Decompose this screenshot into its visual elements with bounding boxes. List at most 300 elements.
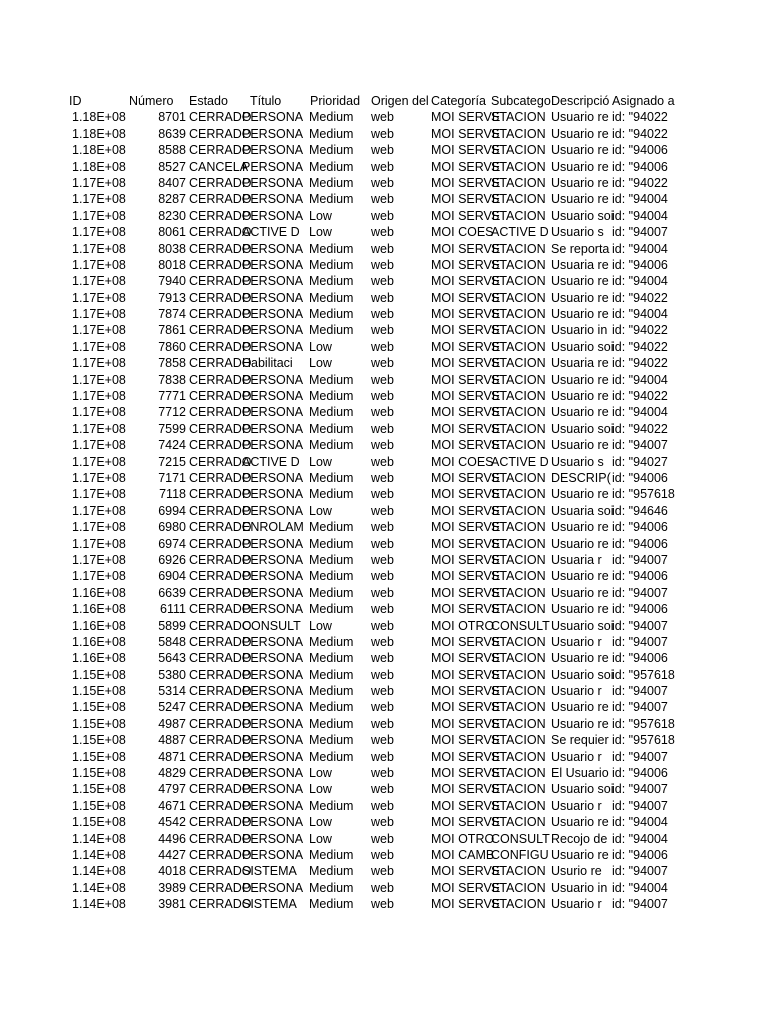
- cell-asignado[interactable]: id: "94006: [612, 569, 668, 584]
- cell-categoria[interactable]: MOI SERVE: [431, 569, 501, 584]
- cell-subcategoria[interactable]: STACION: [491, 651, 546, 666]
- cell-titulo[interactable]: PERSONA: [242, 749, 304, 764]
- cell-estado[interactable]: CERRADO: [189, 552, 252, 567]
- cell-categoria[interactable]: MOI SERVE: [431, 372, 501, 387]
- cell-estado[interactable]: CERRADO: [189, 421, 252, 436]
- cell-descripcion[interactable]: Usuario re: [551, 143, 609, 158]
- cell-asignado[interactable]: id: "94007: [612, 749, 668, 764]
- cell-asignado[interactable]: id: "94007: [612, 618, 668, 633]
- cell-numero[interactable]: 6639: [158, 585, 186, 600]
- cell-estado[interactable]: CERRADO: [189, 356, 252, 371]
- cell-subcategoria[interactable]: STACION: [491, 143, 546, 158]
- cell-estado[interactable]: CANCELA: [189, 159, 249, 174]
- cell-descripcion[interactable]: Usuaria re: [551, 356, 609, 371]
- cell-id[interactable]: 1.17E+08: [72, 503, 126, 518]
- cell-titulo[interactable]: PERSONA: [242, 143, 304, 158]
- cell-categoria[interactable]: MOI SERVE: [431, 421, 501, 436]
- cell-descripcion[interactable]: Usuario re: [551, 700, 609, 715]
- cell-subcategoria[interactable]: CONFIGU: [491, 847, 549, 862]
- cell-titulo[interactable]: PERSONA: [242, 815, 304, 830]
- cell-subcategoria[interactable]: STACION: [491, 487, 546, 502]
- cell-asignado[interactable]: id: "94004: [612, 372, 668, 387]
- cell-prioridad[interactable]: Medium: [309, 880, 354, 895]
- cell-descripcion[interactable]: Usuario re: [551, 520, 609, 535]
- cell-asignado[interactable]: id: "94006: [612, 602, 668, 617]
- cell-id[interactable]: 1.14E+08: [72, 847, 126, 862]
- cell-id[interactable]: 1.17E+08: [72, 421, 126, 436]
- cell-prioridad[interactable]: Medium: [309, 241, 354, 256]
- cell-estado[interactable]: CERRADO: [189, 667, 252, 682]
- cell-estado[interactable]: CERRADO: [189, 749, 252, 764]
- cell-asignado[interactable]: id: "94004: [612, 307, 668, 322]
- cell-descripcion[interactable]: Usuario re: [551, 602, 609, 617]
- cell-id[interactable]: 1.17E+08: [72, 536, 126, 551]
- cell-categoria[interactable]: MOI SERVE: [431, 110, 501, 125]
- cell-id[interactable]: 1.15E+08: [72, 667, 126, 682]
- cell-subcategoria[interactable]: STACION: [491, 159, 546, 174]
- cell-descripcion[interactable]: Usuario soi: [551, 667, 614, 682]
- cell-asignado[interactable]: id: "94007: [612, 225, 668, 240]
- cell-descripcion[interactable]: Usuario soi: [551, 339, 614, 354]
- cell-titulo[interactable]: SISTEMA: [242, 864, 297, 879]
- cell-titulo[interactable]: PERSONA: [242, 847, 304, 862]
- cell-origen[interactable]: web: [371, 487, 394, 502]
- cell-titulo[interactable]: PERSONA: [242, 290, 304, 305]
- cell-descripcion[interactable]: El Usuario: [551, 766, 609, 781]
- cell-descripcion[interactable]: Usuario re: [551, 405, 609, 420]
- cell-descripcion[interactable]: Usuario re: [551, 651, 609, 666]
- cell-subcategoria[interactable]: STACION: [491, 110, 546, 125]
- cell-estado[interactable]: CERRADO: [189, 651, 252, 666]
- cell-id[interactable]: 1.16E+08: [72, 585, 126, 600]
- cell-subcategoria[interactable]: STACION: [491, 569, 546, 584]
- cell-asignado[interactable]: id: "94006: [612, 536, 668, 551]
- cell-descripcion[interactable]: Usuario re: [551, 110, 609, 125]
- cell-subcategoria[interactable]: STACION: [491, 880, 546, 895]
- cell-origen[interactable]: web: [371, 241, 394, 256]
- cell-asignado[interactable]: id: "94007: [612, 897, 668, 912]
- cell-descripcion[interactable]: Usuario re: [551, 274, 609, 289]
- cell-prioridad[interactable]: Medium: [309, 798, 354, 813]
- cell-numero[interactable]: 7118: [159, 487, 186, 502]
- cell-asignado[interactable]: id: "94022: [612, 339, 668, 354]
- cell-estado[interactable]: CERRADO: [189, 831, 252, 846]
- cell-id[interactable]: 1.17E+08: [72, 307, 126, 322]
- cell-numero[interactable]: 7874: [158, 307, 186, 322]
- cell-origen[interactable]: web: [371, 552, 394, 567]
- cell-origen[interactable]: web: [371, 831, 394, 846]
- cell-numero[interactable]: 3989: [158, 880, 186, 895]
- cell-subcategoria[interactable]: STACION: [491, 389, 546, 404]
- header-categoria[interactable]: Categoría: [431, 94, 486, 108]
- cell-origen[interactable]: web: [371, 503, 394, 518]
- cell-categoria[interactable]: MOI SERVE: [431, 126, 501, 141]
- cell-prioridad[interactable]: Medium: [309, 897, 354, 912]
- cell-numero[interactable]: 4542: [158, 815, 186, 830]
- cell-asignado[interactable]: id: "957618: [612, 667, 675, 682]
- cell-categoria[interactable]: MOI SERVE: [431, 389, 501, 404]
- cell-descripcion[interactable]: DESCRIP(: [551, 470, 611, 485]
- cell-origen[interactable]: web: [371, 307, 394, 322]
- cell-subcategoria[interactable]: STACION: [491, 634, 546, 649]
- cell-descripcion[interactable]: Usuario s: [551, 454, 604, 469]
- cell-categoria[interactable]: MOI SERVE: [431, 634, 501, 649]
- cell-descripcion[interactable]: Usuario r: [551, 798, 602, 813]
- cell-titulo[interactable]: PERSONA: [242, 405, 304, 420]
- cell-prioridad[interactable]: Medium: [309, 716, 354, 731]
- cell-subcategoria[interactable]: STACION: [491, 864, 546, 879]
- cell-subcategoria[interactable]: STACION: [491, 749, 546, 764]
- cell-descripcion[interactable]: Usuario re: [551, 389, 609, 404]
- cell-numero[interactable]: 4671: [158, 798, 186, 813]
- cell-origen[interactable]: web: [371, 520, 394, 535]
- cell-numero[interactable]: 8701: [158, 110, 186, 125]
- cell-estado[interactable]: CERRADO: [189, 700, 252, 715]
- cell-id[interactable]: 1.17E+08: [72, 569, 126, 584]
- cell-asignado[interactable]: id: "957618: [612, 733, 675, 748]
- cell-titulo[interactable]: PERSONA: [242, 716, 304, 731]
- cell-origen[interactable]: web: [371, 421, 394, 436]
- header-prioridad[interactable]: Prioridad: [310, 94, 361, 108]
- cell-estado[interactable]: CERRADO: [189, 569, 252, 584]
- cell-id[interactable]: 1.17E+08: [72, 356, 126, 371]
- cell-id[interactable]: 1.14E+08: [72, 880, 126, 895]
- cell-titulo[interactable]: PERSONA: [242, 438, 304, 453]
- cell-estado[interactable]: CERRADO: [189, 372, 252, 387]
- cell-descripcion[interactable]: Usuario re: [551, 847, 609, 862]
- cell-categoria[interactable]: MOI SERVE: [431, 192, 501, 207]
- cell-asignado[interactable]: id: "94006: [612, 847, 668, 862]
- cell-id[interactable]: 1.15E+08: [72, 749, 126, 764]
- cell-numero[interactable]: 8230: [158, 208, 186, 223]
- cell-prioridad[interactable]: Medium: [309, 733, 354, 748]
- cell-categoria[interactable]: MOI SERVE: [431, 815, 501, 830]
- cell-estado[interactable]: CERRADO: [189, 339, 252, 354]
- cell-descripcion[interactable]: Usuaria re: [551, 257, 609, 272]
- cell-categoria[interactable]: MOI OTRO: [431, 618, 495, 633]
- cell-categoria[interactable]: MOI SERVE: [431, 864, 501, 879]
- cell-categoria[interactable]: MOI SERVE: [431, 257, 501, 272]
- cell-prioridad[interactable]: Medium: [309, 864, 354, 879]
- cell-estado[interactable]: CERRADO: [189, 290, 252, 305]
- cell-prioridad[interactable]: Low: [309, 454, 332, 469]
- cell-categoria[interactable]: MOI SERVE: [431, 503, 501, 518]
- cell-prioridad[interactable]: Medium: [309, 470, 354, 485]
- cell-id[interactable]: 1.15E+08: [72, 782, 126, 797]
- cell-origen[interactable]: web: [371, 897, 394, 912]
- cell-id[interactable]: 1.17E+08: [72, 405, 126, 420]
- cell-origen[interactable]: web: [371, 225, 394, 240]
- cell-estado[interactable]: CERRADO: [189, 847, 252, 862]
- cell-origen[interactable]: web: [371, 290, 394, 305]
- cell-origen[interactable]: web: [371, 782, 394, 797]
- cell-subcategoria[interactable]: ACTIVE D: [491, 454, 549, 469]
- cell-estado[interactable]: CERRADO: [189, 110, 252, 125]
- cell-asignado[interactable]: id: "94022: [612, 126, 668, 141]
- cell-id[interactable]: 1.17E+08: [72, 470, 126, 485]
- cell-asignado[interactable]: id: "94022: [612, 290, 668, 305]
- header-subcategoria[interactable]: Subcatego: [491, 94, 551, 108]
- cell-id[interactable]: 1.17E+08: [72, 372, 126, 387]
- cell-estado[interactable]: CERRADO: [189, 257, 252, 272]
- cell-titulo[interactable]: PERSONA: [242, 192, 304, 207]
- cell-categoria[interactable]: MOI SERVE: [431, 323, 501, 338]
- cell-prioridad[interactable]: Medium: [309, 192, 354, 207]
- cell-subcategoria[interactable]: STACION: [491, 405, 546, 420]
- cell-numero[interactable]: 8588: [158, 143, 186, 158]
- cell-estado[interactable]: CERRADO: [189, 602, 252, 617]
- cell-subcategoria[interactable]: STACION: [491, 716, 546, 731]
- cell-asignado[interactable]: id: "94006: [612, 470, 668, 485]
- cell-descripcion[interactable]: Usuario re: [551, 716, 609, 731]
- cell-subcategoria[interactable]: STACION: [491, 307, 546, 322]
- cell-origen[interactable]: web: [371, 372, 394, 387]
- cell-estado[interactable]: CERRADO: [189, 438, 252, 453]
- cell-id[interactable]: 1.17E+08: [72, 339, 126, 354]
- cell-descripcion[interactable]: Usurio re: [551, 864, 602, 879]
- cell-asignado[interactable]: id: "94022: [612, 421, 668, 436]
- cell-categoria[interactable]: MOI SERVE: [431, 602, 501, 617]
- cell-origen[interactable]: web: [371, 585, 394, 600]
- cell-origen[interactable]: web: [371, 684, 394, 699]
- cell-descripcion[interactable]: Usuario r: [551, 634, 602, 649]
- cell-asignado[interactable]: id: "94007: [612, 634, 668, 649]
- cell-descripcion[interactable]: Usuario re: [551, 192, 609, 207]
- cell-estado[interactable]: CERRADO: [189, 520, 252, 535]
- cell-titulo[interactable]: PERSONA: [242, 684, 304, 699]
- header-id[interactable]: ID: [69, 94, 82, 108]
- cell-titulo[interactable]: PERSONA: [242, 766, 304, 781]
- cell-subcategoria[interactable]: STACION: [491, 372, 546, 387]
- cell-id[interactable]: 1.17E+08: [72, 208, 126, 223]
- cell-descripcion[interactable]: Usuaria r: [551, 552, 602, 567]
- cell-numero[interactable]: 8287: [158, 192, 186, 207]
- cell-estado[interactable]: CERRADO: [189, 585, 252, 600]
- cell-titulo[interactable]: PERSONA: [242, 208, 304, 223]
- cell-asignado[interactable]: id: "94027: [612, 454, 668, 469]
- cell-origen[interactable]: web: [371, 667, 394, 682]
- cell-numero[interactable]: 6994: [158, 503, 186, 518]
- cell-numero[interactable]: 4829: [158, 766, 186, 781]
- cell-numero[interactable]: 6111: [160, 602, 186, 617]
- cell-subcategoria[interactable]: STACION: [491, 667, 546, 682]
- cell-titulo[interactable]: PERSONA: [242, 487, 304, 502]
- cell-asignado[interactable]: id: "94004: [612, 208, 668, 223]
- cell-asignado[interactable]: id: "94006: [612, 520, 668, 535]
- cell-subcategoria[interactable]: STACION: [491, 897, 546, 912]
- cell-categoria[interactable]: MOI SERVE: [431, 880, 501, 895]
- cell-estado[interactable]: CERRADO: [189, 470, 252, 485]
- cell-origen[interactable]: web: [371, 192, 394, 207]
- cell-estado[interactable]: CERRADO: [189, 192, 252, 207]
- cell-categoria[interactable]: MOI SERVE: [431, 700, 501, 715]
- cell-origen[interactable]: web: [371, 716, 394, 731]
- cell-prioridad[interactable]: Medium: [309, 126, 354, 141]
- cell-numero[interactable]: 4018: [158, 864, 186, 879]
- cell-origen[interactable]: web: [371, 634, 394, 649]
- cell-asignado[interactable]: id: "94022: [612, 323, 668, 338]
- cell-estado[interactable]: CERRADO: [189, 864, 252, 879]
- cell-titulo[interactable]: PERSONA: [242, 274, 304, 289]
- cell-estado[interactable]: CERRADO: [189, 225, 252, 240]
- cell-id[interactable]: 1.15E+08: [72, 798, 126, 813]
- cell-asignado[interactable]: id: "94006: [612, 651, 668, 666]
- header-estado[interactable]: Estado: [189, 94, 228, 108]
- cell-titulo[interactable]: PERSONA: [242, 733, 304, 748]
- cell-numero[interactable]: 7599: [158, 421, 186, 436]
- cell-numero[interactable]: 8407: [158, 175, 186, 190]
- cell-estado[interactable]: CERRADO: [189, 143, 252, 158]
- cell-subcategoria[interactable]: STACION: [491, 290, 546, 305]
- cell-numero[interactable]: 7858: [158, 356, 186, 371]
- cell-titulo[interactable]: PERSONA: [242, 126, 304, 141]
- cell-categoria[interactable]: MOI SERVE: [431, 274, 501, 289]
- cell-subcategoria[interactable]: STACION: [491, 339, 546, 354]
- cell-titulo[interactable]: PERSONA: [242, 389, 304, 404]
- cell-asignado[interactable]: id: "94007: [612, 864, 668, 879]
- cell-numero[interactable]: 4427: [158, 847, 186, 862]
- cell-prioridad[interactable]: Medium: [309, 602, 354, 617]
- cell-origen[interactable]: web: [371, 569, 394, 584]
- cell-origen[interactable]: web: [371, 847, 394, 862]
- cell-numero[interactable]: 4871: [158, 749, 186, 764]
- cell-subcategoria[interactable]: STACION: [491, 733, 546, 748]
- cell-origen[interactable]: web: [371, 733, 394, 748]
- cell-estado[interactable]: CERRADO: [189, 733, 252, 748]
- cell-subcategoria[interactable]: STACION: [491, 782, 546, 797]
- cell-id[interactable]: 1.16E+08: [72, 634, 126, 649]
- cell-numero[interactable]: 6974: [158, 536, 186, 551]
- cell-numero[interactable]: 3981: [158, 897, 186, 912]
- cell-prioridad[interactable]: Medium: [309, 323, 354, 338]
- cell-titulo[interactable]: PERSONA: [242, 110, 304, 125]
- cell-estado[interactable]: CERRADO: [189, 503, 252, 518]
- cell-prioridad[interactable]: Medium: [309, 552, 354, 567]
- cell-subcategoria[interactable]: STACION: [491, 175, 546, 190]
- cell-prioridad[interactable]: Medium: [309, 159, 354, 174]
- cell-estado[interactable]: CERRADO: [189, 126, 252, 141]
- cell-estado[interactable]: CERRADO: [189, 716, 252, 731]
- cell-id[interactable]: 1.14E+08: [72, 864, 126, 879]
- cell-estado[interactable]: CERRADO: [189, 684, 252, 699]
- cell-prioridad[interactable]: Low: [309, 782, 332, 797]
- cell-descripcion[interactable]: Usuario re: [551, 307, 609, 322]
- cell-estado[interactable]: CERRADO: [189, 454, 252, 469]
- cell-titulo[interactable]: PERSONA: [242, 257, 304, 272]
- cell-categoria[interactable]: MOI SERVE: [431, 290, 501, 305]
- cell-subcategoria[interactable]: STACION: [491, 126, 546, 141]
- cell-descripcion[interactable]: Usuario s: [551, 225, 604, 240]
- cell-origen[interactable]: web: [371, 339, 394, 354]
- cell-id[interactable]: 1.18E+08: [72, 143, 126, 158]
- cell-asignado[interactable]: id: "94022: [612, 175, 668, 190]
- cell-numero[interactable]: 8038: [158, 241, 186, 256]
- cell-numero[interactable]: 7861: [158, 323, 186, 338]
- cell-id[interactable]: 1.14E+08: [72, 831, 126, 846]
- cell-prioridad[interactable]: Medium: [309, 372, 354, 387]
- header-titulo[interactable]: Título: [250, 94, 282, 108]
- cell-titulo[interactable]: PERSONA: [242, 372, 304, 387]
- cell-titulo[interactable]: PERSONA: [242, 585, 304, 600]
- cell-prioridad[interactable]: Medium: [309, 520, 354, 535]
- cell-categoria[interactable]: MOI SERVE: [431, 798, 501, 813]
- cell-descripcion[interactable]: Usuario soi: [551, 618, 614, 633]
- cell-titulo[interactable]: PERSONA: [242, 602, 304, 617]
- cell-origen[interactable]: web: [371, 815, 394, 830]
- cell-origen[interactable]: web: [371, 208, 394, 223]
- cell-asignado[interactable]: id: "94007: [612, 552, 668, 567]
- cell-titulo[interactable]: PERSONA: [242, 798, 304, 813]
- cell-id[interactable]: 1.17E+08: [72, 520, 126, 535]
- cell-prioridad[interactable]: Medium: [309, 110, 354, 125]
- cell-categoria[interactable]: MOI SERVE: [431, 536, 501, 551]
- cell-numero[interactable]: 7940: [158, 274, 186, 289]
- cell-descripcion[interactable]: Se reporta: [551, 241, 610, 256]
- cell-descripcion[interactable]: Se requier: [551, 733, 609, 748]
- cell-numero[interactable]: 6980: [158, 520, 186, 535]
- cell-asignado[interactable]: id: "94004: [612, 241, 668, 256]
- cell-categoria[interactable]: MOI SERVE: [431, 897, 501, 912]
- cell-prioridad[interactable]: Low: [309, 225, 332, 240]
- cell-titulo[interactable]: CONSULT: [242, 618, 301, 633]
- cell-estado[interactable]: CERRADO: [189, 241, 252, 256]
- cell-numero[interactable]: 5314: [158, 684, 186, 699]
- cell-subcategoria[interactable]: STACION: [491, 520, 546, 535]
- cell-categoria[interactable]: MOI SERVE: [431, 438, 501, 453]
- cell-subcategoria[interactable]: STACION: [491, 700, 546, 715]
- cell-descripcion[interactable]: Usuaria soi: [551, 503, 614, 518]
- cell-asignado[interactable]: id: "94022: [612, 389, 668, 404]
- cell-subcategoria[interactable]: STACION: [491, 241, 546, 256]
- cell-descripcion[interactable]: Usuario r: [551, 897, 602, 912]
- cell-id[interactable]: 1.17E+08: [72, 438, 126, 453]
- cell-estado[interactable]: CERRADO: [189, 536, 252, 551]
- header-descripcion[interactable]: Descripció: [551, 94, 610, 108]
- cell-subcategoria[interactable]: STACION: [491, 323, 546, 338]
- cell-categoria[interactable]: MOI SERVE: [431, 159, 501, 174]
- cell-origen[interactable]: web: [371, 126, 394, 141]
- cell-origen[interactable]: web: [371, 159, 394, 174]
- cell-titulo[interactable]: SISTEMA: [242, 897, 297, 912]
- cell-id[interactable]: 1.17E+08: [72, 257, 126, 272]
- cell-prioridad[interactable]: Medium: [309, 749, 354, 764]
- cell-prioridad[interactable]: Low: [309, 766, 332, 781]
- cell-id[interactable]: 1.17E+08: [72, 175, 126, 190]
- cell-origen[interactable]: web: [371, 438, 394, 453]
- cell-asignado[interactable]: id: "94007: [612, 438, 668, 453]
- cell-subcategoria[interactable]: STACION: [491, 585, 546, 600]
- cell-asignado[interactable]: id: "94007: [612, 798, 668, 813]
- cell-prioridad[interactable]: Medium: [309, 634, 354, 649]
- cell-titulo[interactable]: PERSONA: [242, 569, 304, 584]
- cell-prioridad[interactable]: Medium: [309, 175, 354, 190]
- cell-estado[interactable]: CERRADO: [189, 766, 252, 781]
- cell-descripcion[interactable]: Usuario re: [551, 290, 609, 305]
- cell-asignado[interactable]: id: "94007: [612, 700, 668, 715]
- cell-numero[interactable]: 6926: [158, 552, 186, 567]
- cell-subcategoria[interactable]: CONSULT: [491, 831, 550, 846]
- cell-categoria[interactable]: MOI COES: [431, 454, 494, 469]
- cell-subcategoria[interactable]: CONSULT: [491, 618, 550, 633]
- cell-numero[interactable]: 6904: [158, 569, 186, 584]
- cell-numero[interactable]: 7171: [158, 470, 186, 485]
- cell-subcategoria[interactable]: ACTIVE D: [491, 225, 549, 240]
- cell-numero[interactable]: 4496: [158, 831, 186, 846]
- cell-asignado[interactable]: id: "94004: [612, 831, 668, 846]
- cell-titulo[interactable]: PERSONA: [242, 159, 304, 174]
- cell-descripcion[interactable]: Usuario in: [551, 880, 608, 895]
- cell-categoria[interactable]: MOI COES: [431, 225, 494, 240]
